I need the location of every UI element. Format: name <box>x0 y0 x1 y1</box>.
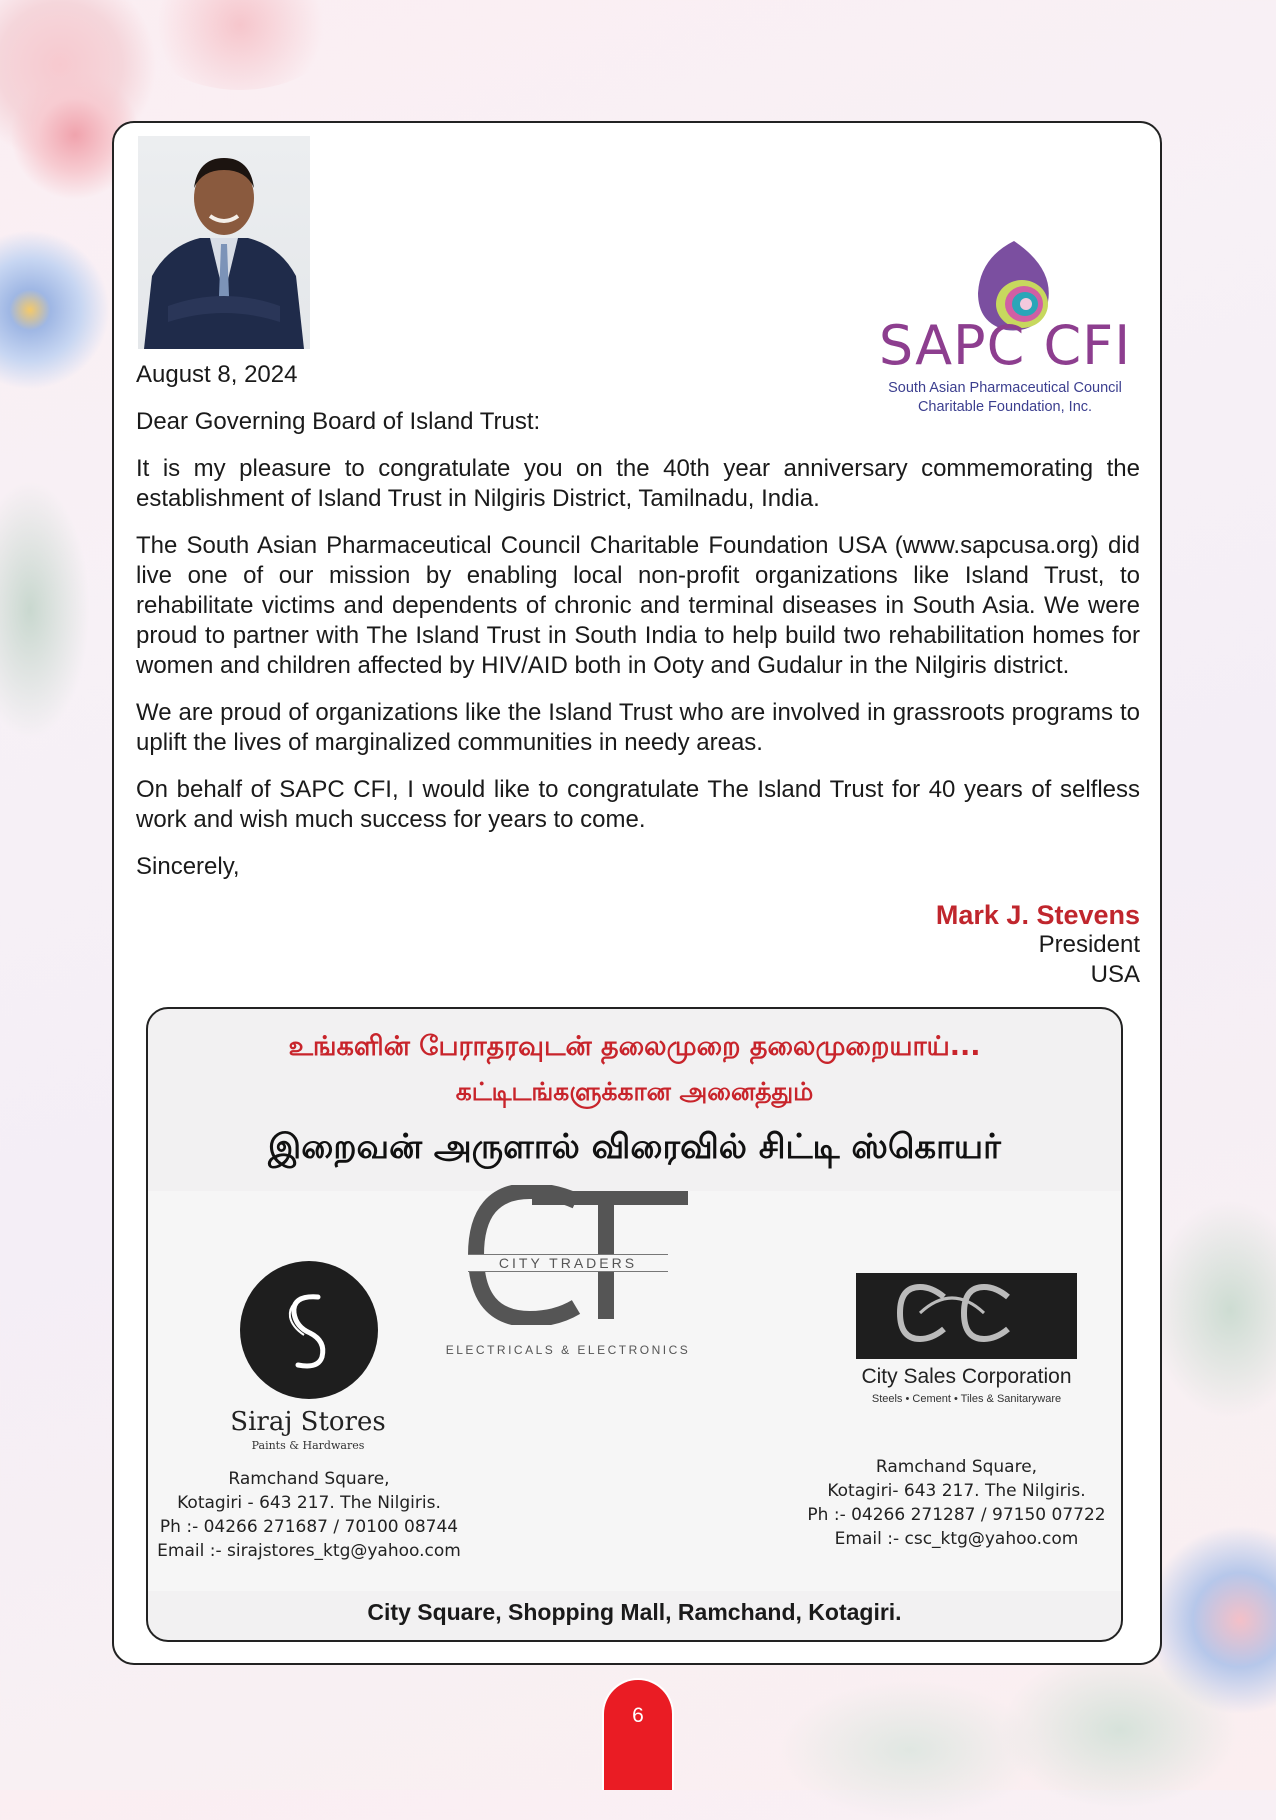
letter-paragraph: We are proud of organizations like the Island Trust who are involved in grassroots programs to uplift the lives of marginalized communities in needy areas. <box>136 699 1140 756</box>
siraj-stores-name: Siraj Stores <box>230 1407 386 1437</box>
city-sales-address: Ramchand Square, Kotagiri- 643 217. The Nilgiris. Ph :- 04266 271287 / 97150 07722 Email :- csc_ktg@yahoo.com <box>807 1457 1106 1549</box>
flower-decoration <box>0 230 110 390</box>
signer-country: USA <box>1090 961 1140 988</box>
letter-date: August 8, 2024 <box>136 361 298 388</box>
siraj-stores-address: Ramchand Square, Kotagiri - 643 217. The Nilgiris. Ph :- 04266 271687 / 70100 08744 Email :- sirajstores_ktg@yahoo.com <box>157 1469 461 1561</box>
city-sales-name: City Sales Corporation <box>861 1365 1072 1388</box>
portrait-photo <box>138 136 310 349</box>
signature-block <box>936 900 1140 990</box>
city-traders-name: CITY TRADERS <box>468 1254 668 1272</box>
letter-paragraph: It is my pleasure to congratulate you on the 40th year anniversary commemorating the establishment of Island Trust in Nilgiris District, Tamilnadu, India. <box>136 455 1140 512</box>
logo-title: SAPC CFI <box>878 314 1132 377</box>
city-sales-tagline: Steels • Cement • Tiles & Sanitaryware <box>871 1393 1062 1405</box>
letter-body <box>136 360 1140 899</box>
letter-salutation: Dear Governing Board of Island Trust: <box>136 408 541 435</box>
leaf-decoration <box>0 480 90 740</box>
ad-footer-address: City Square, Shopping Mall, Ramchand, Kotagiri. <box>367 1599 902 1625</box>
ad-tamil-headline: இறைவன் அருளால் விரைவில் சிட்டி ஸ்கொயர் <box>268 1127 1001 1167</box>
logo-subtitle-2: Charitable Foundation, Inc. <box>917 399 1093 415</box>
flower-decoration <box>140 0 340 90</box>
ad-tamil-line-1: உங்களின் பேராதரவுடன் தலைமுறை தலைமுறையாய்... <box>288 1031 981 1062</box>
ad-tamil-line-2: கட்டிடங்களுக்கான அனைத்தும் <box>455 1077 814 1106</box>
siraj-stores-logo-icon <box>240 1261 378 1399</box>
city-traders-tagline: ELECTRICALS & ELECTRONICS <box>445 1343 691 1357</box>
leaf-decoration <box>1000 1650 1240 1810</box>
letter-paragraph: On behalf of SAPC CFI, I would like to congratulate The Island Trust for 40 years of selfless work and wish much success for years to come. <box>136 776 1140 833</box>
page-number: 6 <box>602 1678 674 1790</box>
signer-name: Mark J. Stevens <box>935 900 1140 930</box>
leaf-decoration <box>1150 1200 1276 1420</box>
logo-subtitle-1: South Asian Pharmaceutical Council <box>888 380 1122 396</box>
siraj-stores-tagline: Paints & Hardwares <box>251 1439 365 1452</box>
letter-closing: Sincerely, <box>136 853 240 880</box>
signer-title: President <box>1038 931 1140 958</box>
letter-paragraph: The South Asian Pharmaceutical Council Charitable Foundation USA (www.sapcusa.org) did live one of our mission by enabling local non-profit organizations like Island Trust, to rehabilitate victims and dependents of chronic and terminal diseases in South Asia. We were proud to partner with The Island Trust in South India to help build two rehabilitation homes for women and children affected by HIV/AID both in Ooty and Gudalur in the Nilgiris district. <box>136 532 1140 679</box>
city-sales-logo-icon <box>856 1273 1077 1359</box>
advertisement-box <box>146 1007 1123 1642</box>
leaf-decoration <box>780 1680 1040 1820</box>
